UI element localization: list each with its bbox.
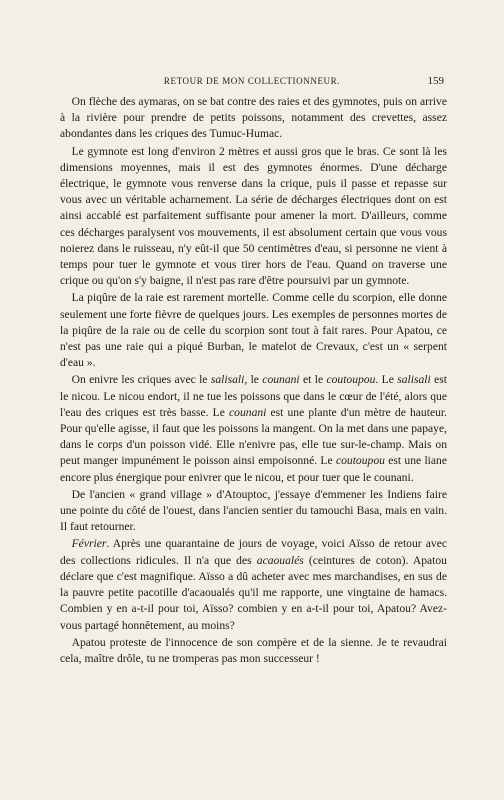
- running-title: RETOUR DE MON COLLECTIONNEUR.: [163, 76, 341, 86]
- italic-term-acaouales: acaoualés: [256, 553, 304, 567]
- page-number: 159: [427, 75, 444, 87]
- italic-term-salisali: salisali: [210, 373, 245, 387]
- paragraph-3: La piqûre de la raie est rarement mortelle. Comme celle du scorpion, elle donne seulement une forte fièvre de quelques jours. Les exemples de personnes mortes de la piqûre de la raie ou de celle du scorpion sont tout à fait rares. Pour Apatou, ce n'est pas une raie qui a piqué Burban, le matelot de Crevaux, c'est un « serpent d'eau ».: [60, 291, 447, 370]
- text-run: On enivre les criques avec le: [71, 373, 211, 387]
- italic-term-coutoupou: coutoupou: [326, 373, 376, 387]
- italic-term-counani: counani: [229, 405, 267, 419]
- running-header: [60, 76, 444, 90]
- text-run: est une plante d'un mètre de hauteur. Pour qu'elle agisse, il faut que les poissons la mangent. On la met dans une papaye, dans le corps d'un poisson vidé. Elle n'enivre pas, elle tue sur-le-champ. Mais on peut manger impunément le poisson ainsi empoisonné. Le: [60, 405, 448, 468]
- text-run: et le: [299, 373, 327, 387]
- text-run: est une liane encore plus énergique pour enivrer que le nicou, et pour tuer que le counani.: [60, 454, 447, 484]
- paragraph-1: On flèche des aymaras, on se bat contre des raies et des gymnotes, puis on arrive à la rivière pour prendre de petits poissons, notamment des crevettes, assez abondantes dans les criques des Tumuc-Humac.: [60, 95, 447, 141]
- text-run: , le: [244, 373, 263, 387]
- paragraph-6: [60, 536, 447, 633]
- text-run: . Le: [375, 373, 398, 387]
- paragraph-7: Apatou proteste de l'innocence de son compère et de la sienne. Je te revaudrai cela, maître drôle, tu ne tromperas pas mon successeur !: [60, 635, 447, 665]
- text-run: . Après une quarantaine de jours de voyage, voici Aïsso de retour avec des collections ridicules. Il n'a que des: [60, 537, 447, 567]
- paragraph-4: [60, 372, 447, 485]
- italic-term-coutoupou: coutoupou: [335, 454, 385, 468]
- italic-month-fevrier: Février: [71, 537, 107, 551]
- paragraph-5: De l'ancien « grand village » d'Atouptoc, j'essaye d'emmener les Indiens faire une pointe du côté de l'ouest, dans l'ancien sentier du tamouchi Basa, mais en vain. Il faut retourner.: [60, 487, 447, 534]
- text-run: est le nicou. Le nicou endort, il ne tue les poissons que dans le cœur de l'été, alors que l'eau des criques est très basse. Le: [60, 373, 447, 419]
- text-run: (ceintures de coton). Apatou déclare que c'est magnifique. Aïsso a dû acheter avec mes marchandises, en sus de la pauvre petite pacotille d'acaoualés qu'il me rapporte, une vingtaine de hamacs. Combien y en a-t-il pour toi, Aïsso? combien y en a-t-il pour toi, Apatou? Avez-vous partagé honnêtement, au moins?: [60, 553, 447, 632]
- italic-term-salisali: salisali: [397, 373, 431, 387]
- paragraph-2: Le gymnote est long d'environ 2 mètres et aussi gros que le bras. Ce sont là les dimensions moyennes, mais il est des gymnotes énormes. D'une décharge électrique, le gymnote vous renverse dans la crique, puis il passe et repasse sur vous avec un véritable acharnement. La série de décharges électriques dont on est ainsi accablé est parfaitement suffisante pour amener la mort. D'ailleurs, comme ces décharges paralysent vos mouvements, il est absolument certain que vous vous noierez dans le ruisseau, n'y eût-il que 50 centimètres d'eau, si personne ne vient à temps pour tuer le gymnote et vous tirer hors de l'eau. Quand on traverse une crique ou qu'on s'y baigne, il n'est pas rare d'être poursuivi par un gymnote.: [60, 144, 447, 288]
- italic-term-counani: counani: [262, 373, 300, 387]
- body-text: [60, 94, 447, 667]
